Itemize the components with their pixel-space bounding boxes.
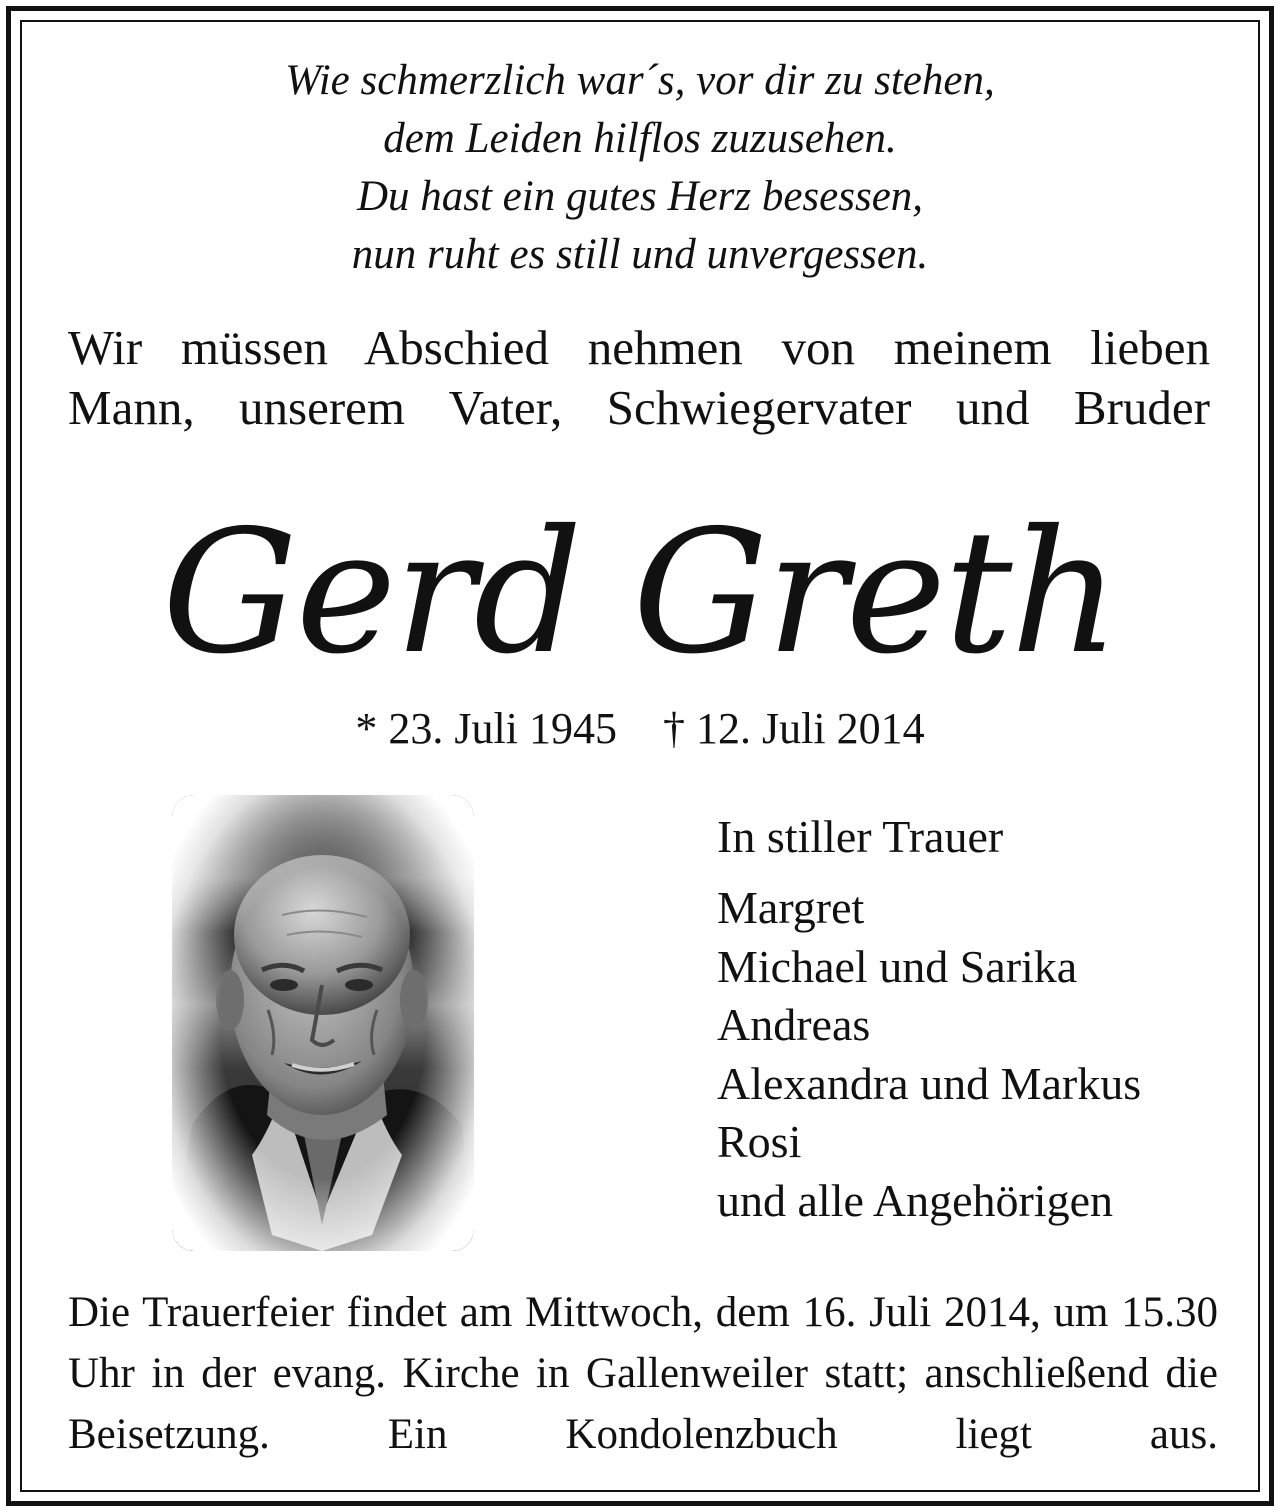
service-details: Die Trauerfeier findet am Mittwoch, dem 16. Juli 2014, um 15.30 Uhr in der evang. Kirche in Gallenweiler statt; anschließend die Beisetzung. Ein Kondolenzbuch liegt aus. bbox=[68, 1289, 1218, 1458]
poem-line: Wie schmerzlich war´s, vor dir zu stehen, bbox=[285, 57, 995, 104]
farewell-line: Wir müssen Abschied nehmen von meinem lieben bbox=[68, 320, 1210, 375]
mourners-list bbox=[717, 808, 1237, 1231]
poem-line: nun ruht es still und unvergessen. bbox=[351, 231, 929, 278]
mourner-name: Michael und Sarika bbox=[717, 940, 1078, 992]
poem-line: dem Leiden hilflos zuzusehen. bbox=[383, 115, 897, 162]
farewell-text bbox=[68, 318, 1210, 438]
poem-line: Du hast ein gutes Herz besessen, bbox=[356, 173, 924, 220]
portrait-image bbox=[172, 795, 474, 1251]
mourner-name: Alexandra und Markus bbox=[717, 1057, 1142, 1109]
life-dates bbox=[40, 702, 1240, 756]
deceased-name: Gerd Greth bbox=[161, 494, 1118, 692]
death-date: † 12. Juli 2014 bbox=[663, 704, 925, 753]
birth-date: * 23. Juli 1945 bbox=[355, 704, 617, 753]
mourners-heading: In stiller Trauer bbox=[717, 811, 1004, 862]
portrait-photo bbox=[172, 795, 474, 1251]
memorial-poem bbox=[40, 52, 1240, 284]
mourner-name: Rosi bbox=[717, 1116, 802, 1168]
farewell-line: Mann, unserem Vater, Schwiegervater und Bruder bbox=[68, 380, 1210, 435]
mourner-name: Margret bbox=[717, 882, 865, 933]
mourner-name: Andreas bbox=[717, 999, 871, 1051]
mourner-name: und alle Angehörigen bbox=[717, 1174, 1114, 1226]
